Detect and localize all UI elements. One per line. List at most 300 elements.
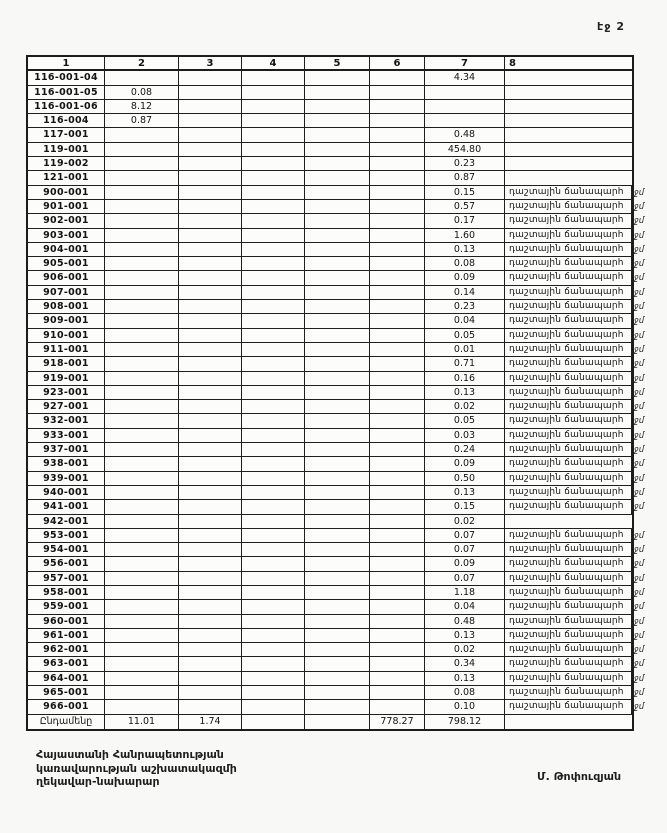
code-cell: 966-001: [28, 700, 105, 714]
value-cell: [105, 143, 179, 157]
value-cell: [105, 672, 179, 686]
land-use-cell: դաշտային ճանապարհ: [505, 457, 632, 471]
value-cell: [105, 300, 179, 314]
value-cell: 1.74: [179, 715, 242, 729]
value-cell: [242, 543, 305, 557]
value-cell: [105, 486, 179, 500]
area-cell: 0.13: [425, 672, 505, 686]
value-cell: [105, 543, 179, 557]
value-cell: [305, 657, 370, 671]
value-cell: [105, 443, 179, 457]
table-row: [28, 114, 632, 128]
land-use-cell: դաշտային ճանապարհ: [505, 572, 632, 586]
land-use-cell: դաշտային ճանապարհ: [505, 214, 632, 228]
value-cell: [370, 114, 425, 128]
value-cell: [179, 600, 242, 614]
value-cell: [242, 300, 305, 314]
value-cell: [370, 372, 425, 386]
table-row: [28, 329, 645, 343]
value-cell: [370, 500, 425, 514]
code-cell: 963-001: [28, 657, 105, 671]
area-cell: 0.01: [425, 343, 505, 357]
table-row: [28, 429, 645, 443]
value-cell: [370, 486, 425, 500]
value-cell: [305, 643, 370, 657]
land-use-cell: դաշտային ճանապարհ: [505, 486, 632, 500]
land-use-cell: դաշտային ճանապարհ: [505, 243, 632, 257]
code-cell: 117-001: [28, 128, 105, 142]
area-cell: 0.09: [425, 557, 505, 571]
code-cell: 940-001: [28, 486, 105, 500]
value-cell: [179, 615, 242, 629]
handwritten-margin-mark: ջմ: [634, 302, 645, 313]
value-cell: [305, 543, 370, 557]
value-cell: [305, 457, 370, 471]
area-cell: 0.23: [425, 157, 505, 171]
land-use-cell: [505, 171, 632, 185]
value-cell: [242, 143, 305, 157]
value-cell: [370, 386, 425, 400]
area-cell: 0.15: [425, 186, 505, 200]
handwritten-margin-mark: ջմ: [634, 187, 645, 198]
value-cell: [305, 615, 370, 629]
value-cell: [105, 357, 179, 371]
value-cell: [305, 186, 370, 200]
area-cell: 0.50: [425, 472, 505, 486]
value-cell: [105, 186, 179, 200]
area-cell: [425, 114, 505, 128]
table-row: [28, 400, 645, 414]
land-use-cell: դաշտային ճանապարհ: [505, 672, 632, 686]
value-cell: [179, 543, 242, 557]
land-use-cell: դաշտային ճանապարհ: [505, 400, 632, 414]
table-row: [28, 257, 645, 271]
value-cell: [105, 271, 179, 285]
value-cell: [179, 657, 242, 671]
code-cell: 904-001: [28, 243, 105, 257]
table-row: [28, 157, 632, 171]
value-cell: [179, 386, 242, 400]
header-cell: 3: [179, 57, 242, 71]
value-cell: [179, 100, 242, 114]
value-cell: [179, 257, 242, 271]
handwritten-margin-mark: ջմ: [634, 445, 645, 456]
table-row: [28, 143, 632, 157]
table-row: [28, 700, 645, 714]
value-cell: [305, 386, 370, 400]
value-cell: [242, 200, 305, 214]
value-cell: [105, 400, 179, 414]
code-cell: 964-001: [28, 672, 105, 686]
value-cell: [370, 257, 425, 271]
footer-line-2: կառավարության աշխատակազմի: [36, 761, 237, 775]
value-cell: [242, 529, 305, 543]
area-cell: 0.02: [425, 643, 505, 657]
land-use-cell: դաշտային ճանապարհ: [505, 529, 632, 543]
value-cell: [305, 600, 370, 614]
table-row: [28, 657, 645, 671]
value-cell: [370, 443, 425, 457]
value-cell: [242, 114, 305, 128]
value-cell: [105, 414, 179, 428]
value-cell: [242, 629, 305, 643]
value-cell: [370, 600, 425, 614]
handwritten-margin-mark: ջմ: [634, 387, 645, 398]
land-use-cell: դաշտային ճանապարհ: [505, 271, 632, 285]
value-cell: [370, 71, 425, 85]
handwritten-margin-mark: ջմ: [634, 430, 645, 441]
code-cell: 957-001: [28, 572, 105, 586]
value-cell: [305, 71, 370, 85]
value-cell: [105, 615, 179, 629]
code-cell: 901-001: [28, 200, 105, 214]
land-use-cell: [505, 114, 632, 128]
area-cell: 0.34: [425, 657, 505, 671]
value-cell: [370, 429, 425, 443]
handwritten-margin-mark: ջմ: [634, 502, 645, 513]
handwritten-margin-mark: ջմ: [634, 659, 645, 670]
code-cell: 961-001: [28, 629, 105, 643]
value-cell: [105, 529, 179, 543]
handwritten-margin-mark: ջմ: [634, 330, 645, 341]
value-cell: [242, 657, 305, 671]
handwritten-margin-mark: ջմ: [634, 473, 645, 484]
value-cell: [370, 629, 425, 643]
handwritten-margin-mark: ջմ: [634, 373, 645, 384]
code-cell: 905-001: [28, 257, 105, 271]
value-cell: [242, 486, 305, 500]
code-cell: 942-001: [28, 515, 105, 529]
handwritten-margin-mark: ջմ: [634, 573, 645, 584]
value-cell: [179, 586, 242, 600]
value-cell: [242, 400, 305, 414]
value-cell: [105, 386, 179, 400]
area-cell: 0.57: [425, 200, 505, 214]
table-row: [28, 515, 632, 529]
header-cell: 2: [105, 57, 179, 71]
value-cell: [305, 300, 370, 314]
value-cell: [370, 357, 425, 371]
value-cell: [242, 515, 305, 529]
value-cell: [179, 457, 242, 471]
land-use-cell: դաշտային ճանապարհ: [505, 357, 632, 371]
area-cell: 0.15: [425, 500, 505, 514]
land-use-cell: [505, 515, 632, 529]
header-cell: 8: [505, 57, 632, 71]
handwritten-margin-mark: ջմ: [634, 702, 645, 713]
value-cell: [105, 457, 179, 471]
handwritten-margin-mark: ջմ: [634, 316, 645, 327]
area-cell: 0.02: [425, 400, 505, 414]
area-cell: 0.48: [425, 128, 505, 142]
value-cell: [179, 271, 242, 285]
value-cell: [242, 343, 305, 357]
area-cell: 0.17: [425, 214, 505, 228]
value-cell: [242, 100, 305, 114]
value-cell: [105, 314, 179, 328]
value-cell: [179, 472, 242, 486]
value-cell: [242, 414, 305, 428]
value-cell: [242, 257, 305, 271]
table-row: [28, 214, 645, 228]
value-cell: [179, 686, 242, 700]
handwritten-margin-mark: ջմ: [634, 559, 645, 570]
value-cell: 778.27: [370, 715, 425, 729]
table-row: [28, 529, 645, 543]
table-row: [28, 643, 645, 657]
value-cell: [370, 329, 425, 343]
value-cell: [305, 171, 370, 185]
value-cell: [370, 472, 425, 486]
code-cell: 906-001: [28, 271, 105, 285]
handwritten-margin-mark: ջմ: [634, 688, 645, 699]
handwritten-margin-mark: ջմ: [634, 416, 645, 427]
area-cell: [425, 86, 505, 100]
value-cell: [305, 372, 370, 386]
value-cell: [105, 643, 179, 657]
value-cell: [370, 186, 425, 200]
code-cell: 116-001-05: [28, 86, 105, 100]
value-cell: [305, 229, 370, 243]
signature-name: Մ. Թոփուզյան: [537, 770, 622, 783]
value-cell: [305, 343, 370, 357]
handwritten-margin-mark: ջմ: [634, 459, 645, 470]
value-cell: [179, 500, 242, 514]
value-cell: [179, 515, 242, 529]
value-cell: [305, 686, 370, 700]
value-cell: [179, 486, 242, 500]
value-cell: 8.12: [105, 100, 179, 114]
code-cell: 119-002: [28, 157, 105, 171]
value-cell: [370, 672, 425, 686]
table-row: [28, 86, 632, 100]
handwritten-margin-mark: ջմ: [634, 587, 645, 598]
handwritten-margin-mark: ջմ: [634, 530, 645, 541]
area-cell: 798.12: [425, 715, 505, 729]
handwritten-margin-mark: ջմ: [634, 287, 645, 298]
value-cell: [305, 572, 370, 586]
land-use-cell: դաշտային ճանապարհ: [505, 643, 632, 657]
area-cell: 1.60: [425, 229, 505, 243]
value-cell: [242, 229, 305, 243]
area-cell: 0.09: [425, 271, 505, 285]
land-use-cell: դաշտային ճանապարհ: [505, 443, 632, 457]
value-cell: [105, 629, 179, 643]
table-row: [28, 100, 632, 114]
area-cell: 0.05: [425, 414, 505, 428]
value-cell: [305, 472, 370, 486]
area-cell: 0.48: [425, 615, 505, 629]
value-cell: [179, 643, 242, 657]
handwritten-margin-mark: ջմ: [634, 402, 645, 413]
area-cell: 0.10: [425, 700, 505, 714]
land-use-cell: դաշտային ճանապարհ: [505, 615, 632, 629]
table-row: [28, 243, 645, 257]
land-use-cell: դաշտային ճանապարհ: [505, 300, 632, 314]
table-row: [28, 457, 645, 471]
code-cell: Ընդամենը: [28, 715, 105, 729]
value-cell: [370, 414, 425, 428]
value-cell: [370, 686, 425, 700]
value-cell: [305, 400, 370, 414]
land-use-cell: դաշտային ճանապարհ: [505, 286, 632, 300]
value-cell: [305, 529, 370, 543]
value-cell: [179, 300, 242, 314]
value-cell: [305, 557, 370, 571]
value-cell: [179, 357, 242, 371]
table-header-row: [28, 57, 632, 71]
land-use-cell: [505, 157, 632, 171]
value-cell: [242, 557, 305, 571]
table-row: [28, 586, 645, 600]
area-cell: 1.18: [425, 586, 505, 600]
value-cell: [179, 572, 242, 586]
value-cell: [179, 286, 242, 300]
value-cell: [179, 400, 242, 414]
value-cell: [305, 86, 370, 100]
value-cell: [105, 557, 179, 571]
value-cell: [305, 114, 370, 128]
value-cell: [370, 300, 425, 314]
table-row: [28, 71, 632, 85]
land-use-cell: դաշտային ճանապարհ: [505, 200, 632, 214]
value-cell: [370, 343, 425, 357]
value-cell: [179, 157, 242, 171]
table-row: [28, 186, 645, 200]
code-cell: 907-001: [28, 286, 105, 300]
value-cell: [105, 128, 179, 142]
value-cell: [179, 229, 242, 243]
land-use-cell: [505, 715, 632, 729]
land-use-cell: դաշտային ճանապարհ: [505, 386, 632, 400]
table-row: [28, 600, 645, 614]
area-cell: 0.08: [425, 257, 505, 271]
table-row: [28, 343, 645, 357]
value-cell: [370, 400, 425, 414]
value-cell: [105, 329, 179, 343]
area-cell: 0.07: [425, 572, 505, 586]
value-cell: [179, 200, 242, 214]
table-row: [28, 672, 645, 686]
area-cell: [425, 100, 505, 114]
table-row: [28, 414, 645, 428]
table-row: [28, 615, 645, 629]
value-cell: [305, 200, 370, 214]
value-cell: [305, 271, 370, 285]
handwritten-margin-mark: ջմ: [634, 673, 645, 684]
value-cell: [242, 314, 305, 328]
area-cell: 0.04: [425, 314, 505, 328]
value-cell: [179, 672, 242, 686]
value-cell: [305, 486, 370, 500]
code-cell: 932-001: [28, 414, 105, 428]
code-cell: 960-001: [28, 615, 105, 629]
value-cell: [242, 372, 305, 386]
value-cell: [179, 414, 242, 428]
table-row: [28, 686, 645, 700]
value-cell: [179, 429, 242, 443]
area-cell: 0.05: [425, 329, 505, 343]
handwritten-margin-mark: ջմ: [634, 216, 645, 227]
code-cell: 923-001: [28, 386, 105, 400]
value-cell: [370, 157, 425, 171]
value-cell: [179, 214, 242, 228]
handwritten-margin-mark: ջմ: [634, 201, 645, 212]
value-cell: [370, 171, 425, 185]
handwritten-margin-mark: ջմ: [634, 230, 645, 241]
page-number: էջ 2: [597, 20, 625, 33]
land-use-cell: դաշտային ճանապարհ: [505, 586, 632, 600]
value-cell: [305, 715, 370, 729]
land-use-cell: դաշտային ճանապարհ: [505, 372, 632, 386]
value-cell: [370, 615, 425, 629]
land-use-cell: դաշտային ճանապարհ: [505, 657, 632, 671]
value-cell: [370, 643, 425, 657]
code-cell: 908-001: [28, 300, 105, 314]
value-cell: [305, 443, 370, 457]
code-cell: 927-001: [28, 400, 105, 414]
code-cell: 909-001: [28, 314, 105, 328]
value-cell: [370, 229, 425, 243]
value-cell: [305, 500, 370, 514]
area-cell: 0.02: [425, 515, 505, 529]
value-cell: 11.01: [105, 715, 179, 729]
value-cell: [242, 615, 305, 629]
value-cell: [305, 157, 370, 171]
land-use-cell: դաշտային ճանապարհ: [505, 186, 632, 200]
handwritten-margin-mark: ջմ: [634, 545, 645, 556]
area-cell: 0.13: [425, 243, 505, 257]
value-cell: [179, 372, 242, 386]
land-use-cell: դաշտային ճանապարհ: [505, 500, 632, 514]
footer-line-3: ղեկավար-նախարար: [36, 775, 160, 788]
table-row: [28, 443, 645, 457]
value-cell: [242, 472, 305, 486]
value-cell: [105, 157, 179, 171]
table-row: [28, 500, 645, 514]
table-row: [28, 300, 645, 314]
value-cell: [242, 71, 305, 85]
area-cell: 0.07: [425, 543, 505, 557]
table-row: [28, 229, 645, 243]
table-total-row: [28, 715, 632, 729]
table-row: [28, 357, 645, 371]
table-row: [28, 486, 645, 500]
value-cell: [242, 715, 305, 729]
parcels-table: [26, 55, 645, 731]
land-use-cell: դաշտային ճանապարհ: [505, 229, 632, 243]
value-cell: [242, 357, 305, 371]
land-use-cell: դաշտային ճանապարհ: [505, 314, 632, 328]
code-cell: 933-001: [28, 429, 105, 443]
value-cell: [242, 329, 305, 343]
value-cell: [305, 429, 370, 443]
area-cell: 454.80: [425, 143, 505, 157]
value-cell: [105, 500, 179, 514]
value-cell: [105, 257, 179, 271]
value-cell: [242, 429, 305, 443]
value-cell: [242, 672, 305, 686]
value-cell: [242, 443, 305, 457]
handwritten-margin-mark: ջմ: [634, 259, 645, 270]
area-cell: 0.03: [425, 429, 505, 443]
value-cell: [179, 529, 242, 543]
value-cell: [179, 329, 242, 343]
land-use-cell: դաշտային ճանապարհ: [505, 414, 632, 428]
code-cell: 965-001: [28, 686, 105, 700]
area-cell: 0.07: [425, 529, 505, 543]
code-cell: 958-001: [28, 586, 105, 600]
